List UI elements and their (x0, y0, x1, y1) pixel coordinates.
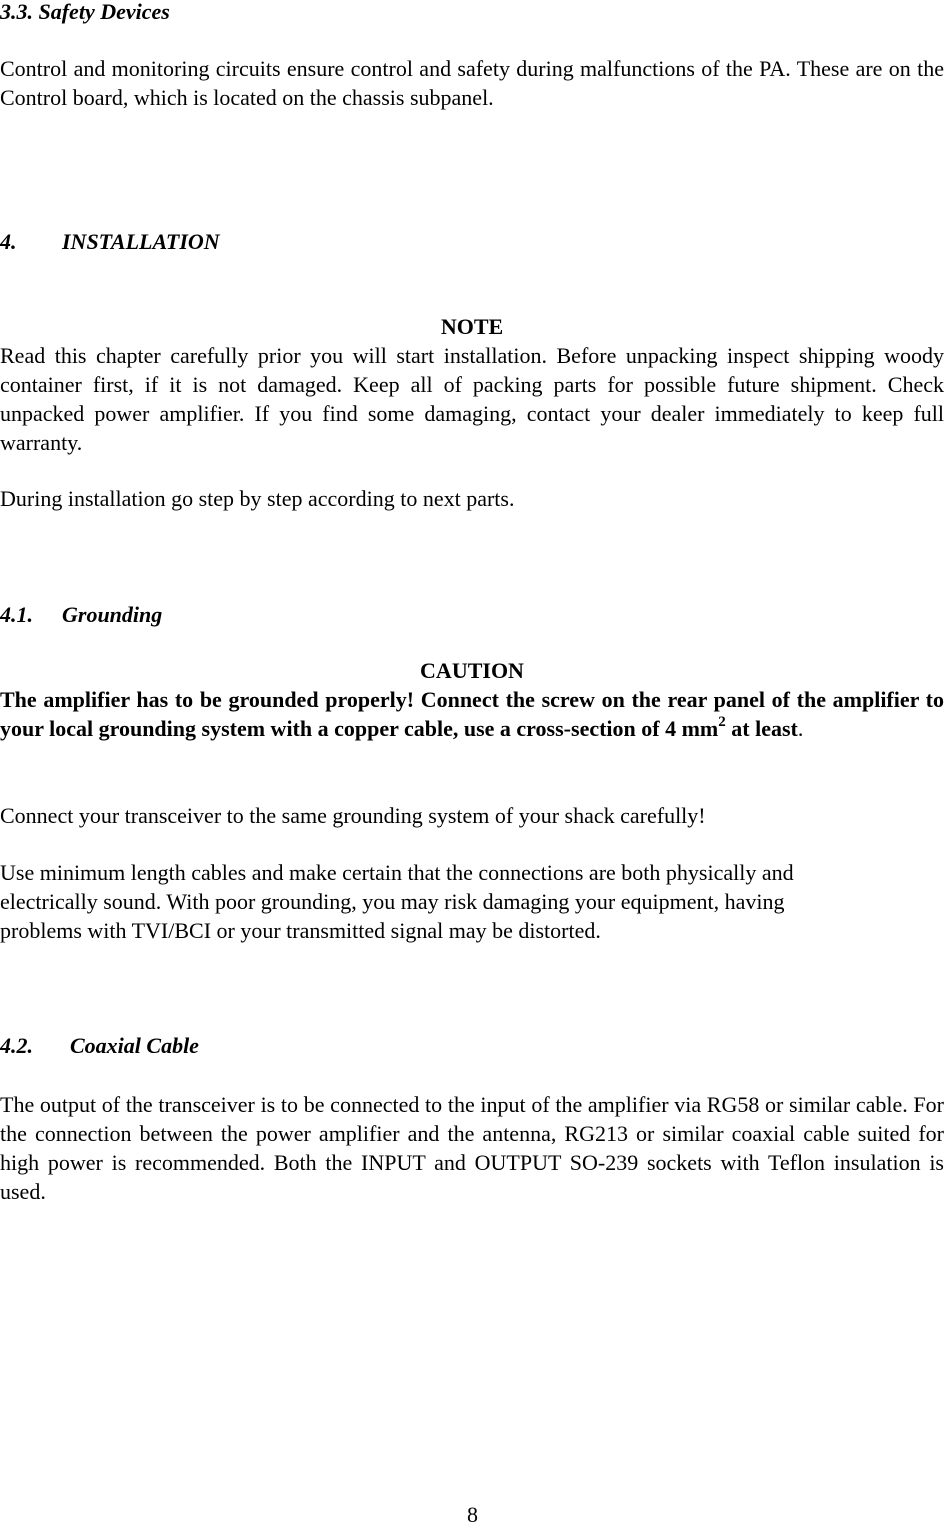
caution-text: The amplifier has to be grounded properly! Connect the screw on the rear panel of the amplifier to your local grounding system with a copper cable, use a cross-section of 4 mm (0, 687, 944, 741)
section-4-title: INSTALLATION (62, 229, 220, 254)
page-number: 8 (467, 1502, 478, 1527)
caution-period: . (797, 716, 804, 741)
note-paragraph: Read this chapter carefully prior you will start installation. Before unpacking inspect shipping woody container first, if it is not damaged. Keep all of packing parts for possible future shipment. Check unpacked power amplifier. If you find some damaging, contact your dealer immediately to keep full warranty. (0, 343, 944, 455)
section-3-3-heading: 3.3. Safety Devices (0, 0, 170, 24)
caution-superscript: 2 (718, 713, 726, 730)
section-4-1-title: Grounding (62, 602, 163, 627)
section-4-heading (0, 227, 944, 256)
section-4-2-title: Coaxial Cable (70, 1033, 199, 1058)
grounding-paragraph-2-line-1: Use minimum length cables and make certain that the connections are both physically and (0, 860, 794, 885)
section-4-number: 4. (0, 229, 17, 254)
caution-paragraph (0, 685, 944, 743)
safety-devices-paragraph: Control and monitoring circuits ensure control and safety during malfunctions of the PA. These are on the Control board, which is located on the chassis subpanel. (0, 56, 944, 110)
section-4-1-heading (0, 600, 944, 629)
grounding-paragraph-2-line-3: problems with TVI/BCI or your transmitted signal may be distorted. (0, 918, 601, 943)
section-4-2-number: 4.2. (0, 1033, 33, 1058)
coaxial-paragraph: The output of the transceiver is to be connected to the input of the amplifier via RG58 or similar cable. For the connection between the power amplifier and the antenna, RG213 or similar coaxial cable suited for high power is recommended. Both the INPUT and OUTPUT SO-239 sockets with Teflon insulation is used. (0, 1092, 944, 1204)
installation-steps-paragraph: During installation go step by step according to next parts. (0, 486, 515, 511)
note-label: NOTE (440, 314, 504, 339)
section-4-2-heading (0, 1031, 944, 1060)
grounding-paragraph-1: Connect your transceiver to the same grounding system of your shack carefully! (0, 803, 706, 828)
section-4-1-number: 4.1. (0, 602, 33, 627)
grounding-paragraph-2-line-2: electrically sound. With poor grounding, you may risk damaging your equipment, having (0, 889, 785, 914)
caution-label: CAUTION (420, 658, 524, 683)
caution-tail: at least (725, 716, 798, 741)
